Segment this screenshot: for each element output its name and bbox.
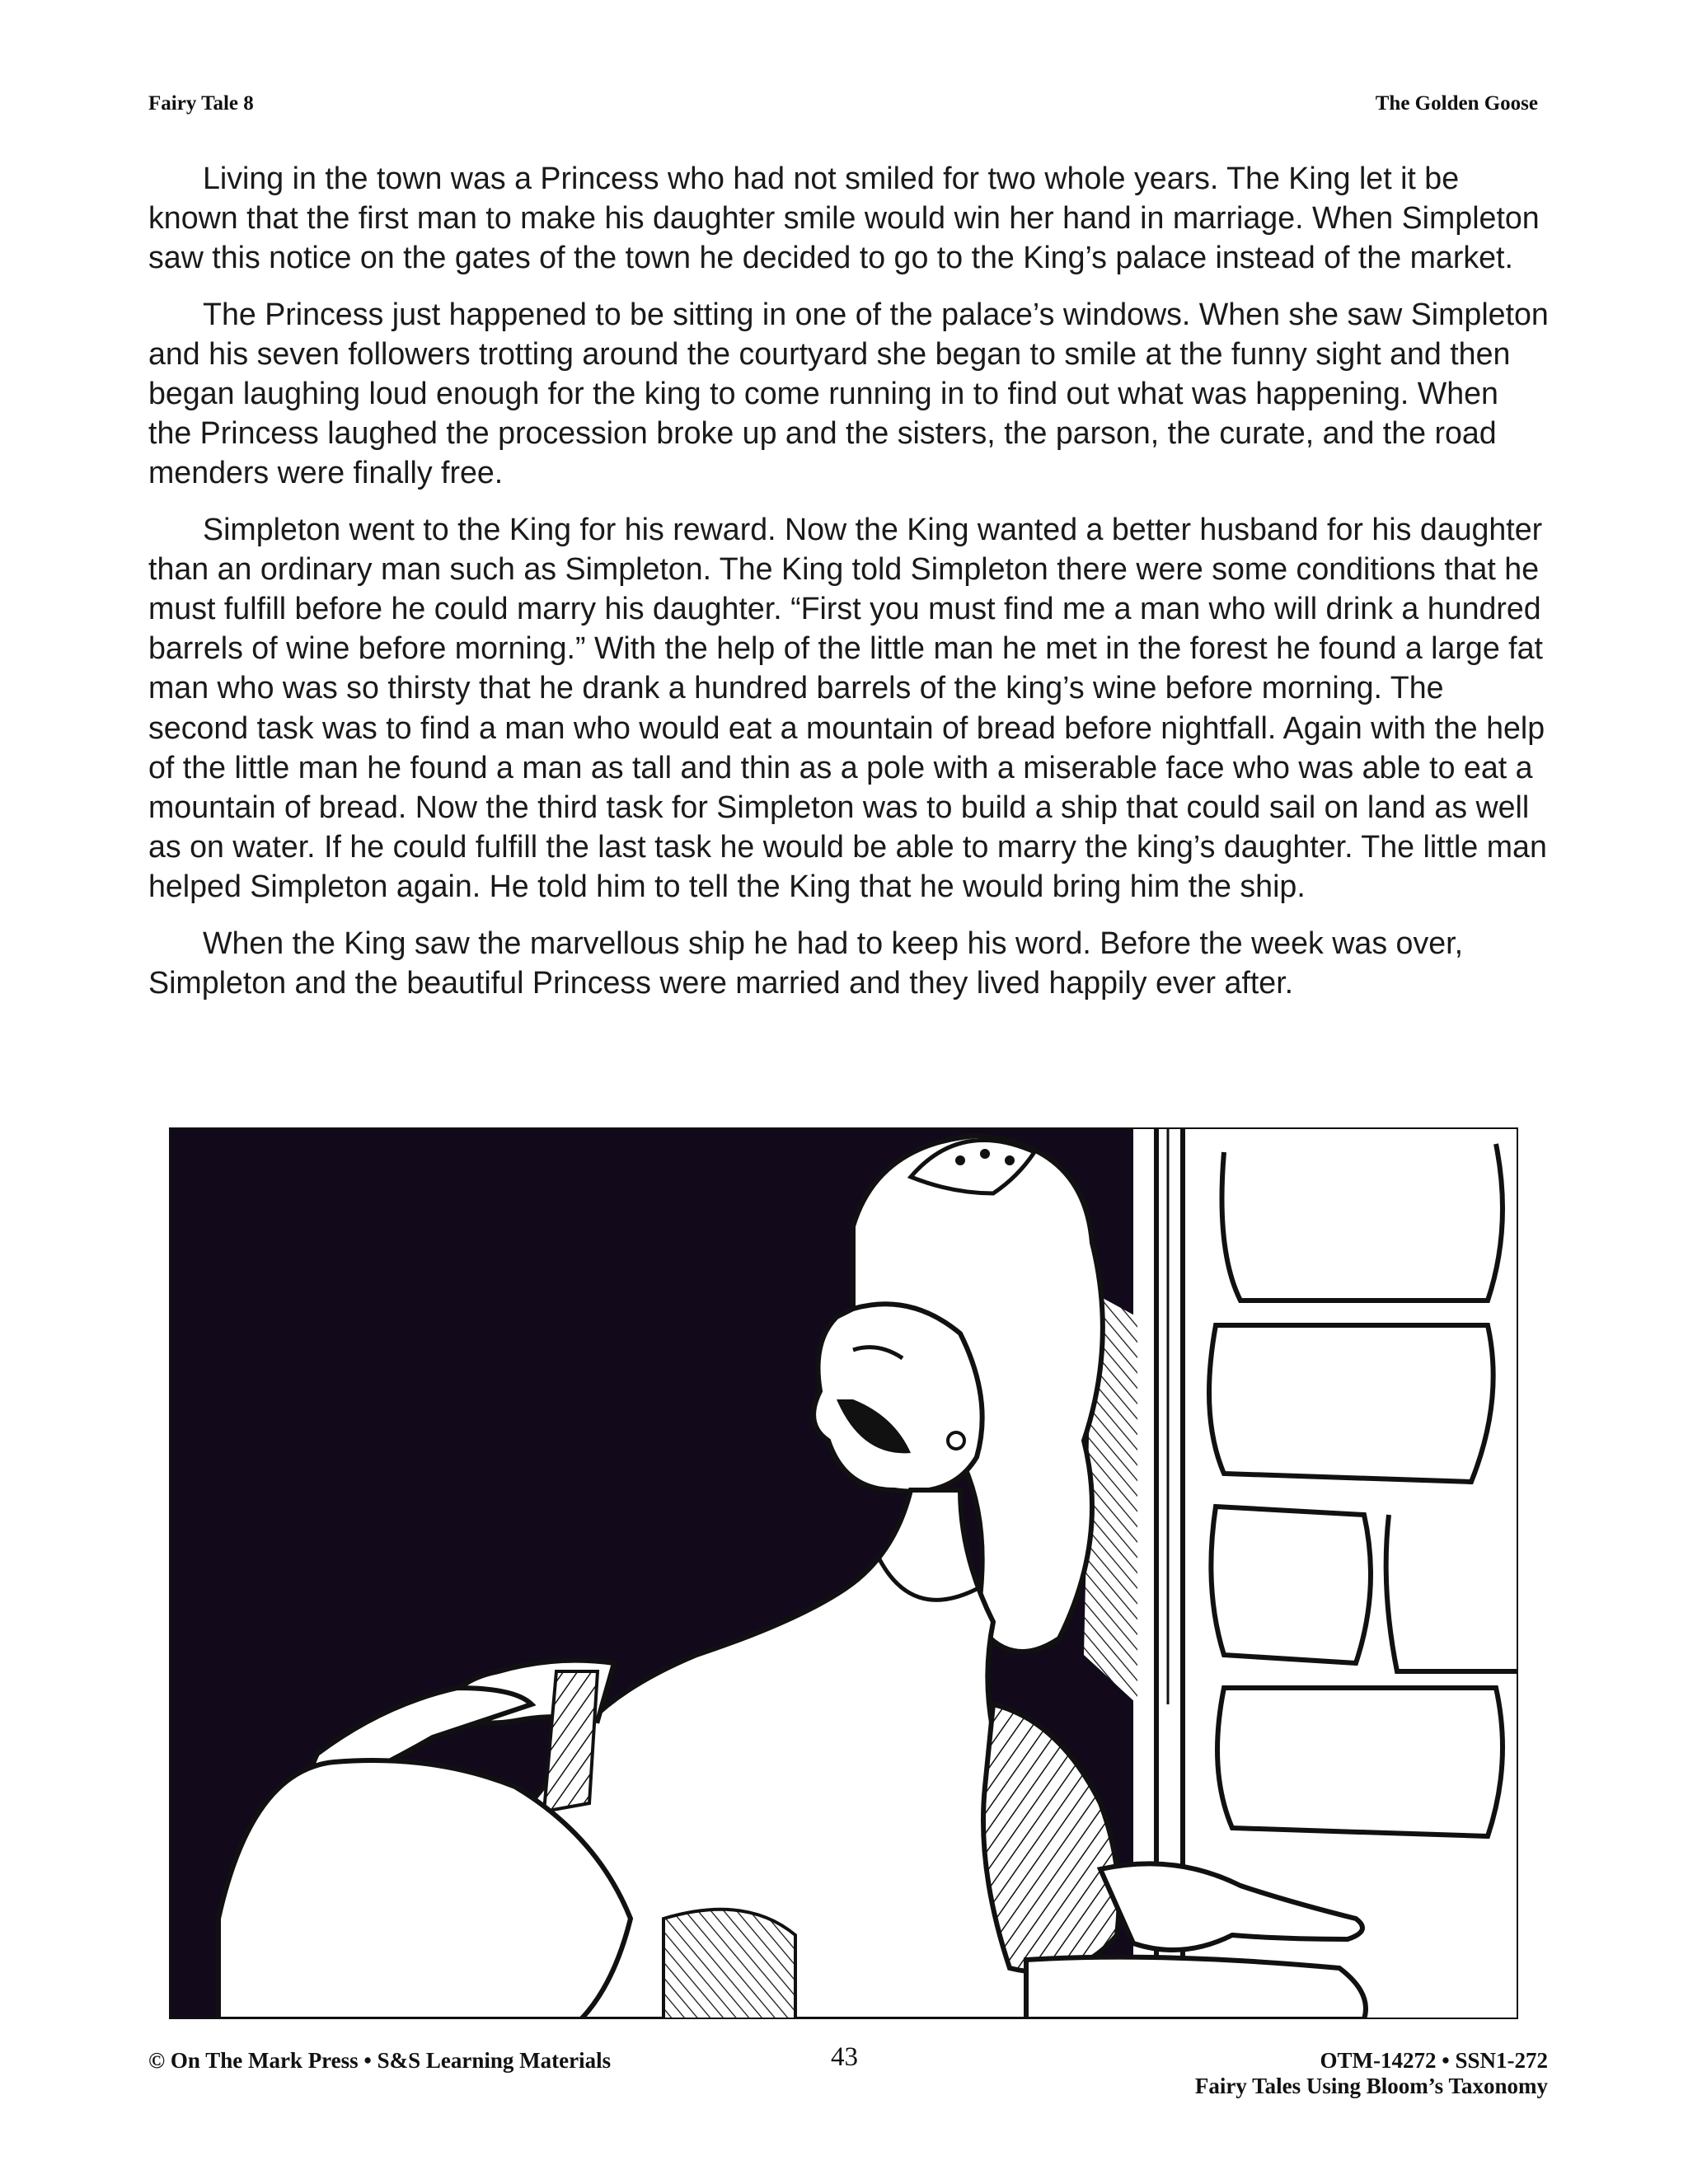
header-series-label: Fairy Tale 8 (148, 92, 254, 115)
story-paragraph: Simpleton went to the King for his reward. Now the King wanted a better husband for his daughter than an ordinary man such as Simpleton. The King told Simpleton there were some conditions that he must fulfill before he could marry his daughter. “First you must find me a man who will drink a hundred barrels of wine before morning.” With the help of the little man he met in the forest he found a large fat man who was so thirsty that he drank a hundred barrels of the king’s wine before morning. The second task was to find a man who would eat a mountain of bread before nightfall. Again with the help of the little man he found a man as tall and thin as a pole with a miserable face who was able to eat a mountain of bread. Now the third task for Simpleton was to build a ship that could sail on land as well as on water. If he could fulfill the last task he would be able to marry the king’s daughter. The little man helped Simpleton again. He told him to tell the King that he would bring him the ship. (148, 511, 1547, 904)
page-number: 43 (831, 2042, 858, 2072)
laughing-princess-illustration (169, 1127, 1518, 2019)
story-paragraph: When the King saw the marvellous ship he had to keep his word. Before the week was over, Simpleton and the beautiful Princess were married and they lived happily ever after. (148, 925, 1464, 1000)
story-paragraph: Living in the town was a Princess who had not smiled for two whole years. The King let it be known that the first man to make his daughter smile would win her hand in marriage. When Simpleton saw this notice on the gates of the town he decided to go to the King’s palace instead of the market. (148, 161, 1540, 275)
header-story-title: The Golden Goose (1375, 92, 1538, 115)
story-paragraph: The Princess just happened to be sitting in one of the palace’s windows. When she saw Simpleton and his seven followers trotting around the courtyard she began to smile at the funny sight and then began laughing loud enough for the king to come running in to find out what was happening. When the Princess laughed the procession broke up and the sisters, the parson, the curate, and the road menders were finally free. (148, 296, 1549, 490)
story-text (148, 158, 1550, 1019)
footer-book-title: Fairy Tales Using Bloom’s Taxonomy (1194, 2074, 1548, 2098)
footer-catalog (1195, 2048, 1548, 2099)
footer-publisher: © On The Mark Press • S&S Learning Materials (148, 2048, 612, 2073)
footer-catalog-code: OTM-14272 • SSN1-272 (1320, 2048, 1548, 2073)
